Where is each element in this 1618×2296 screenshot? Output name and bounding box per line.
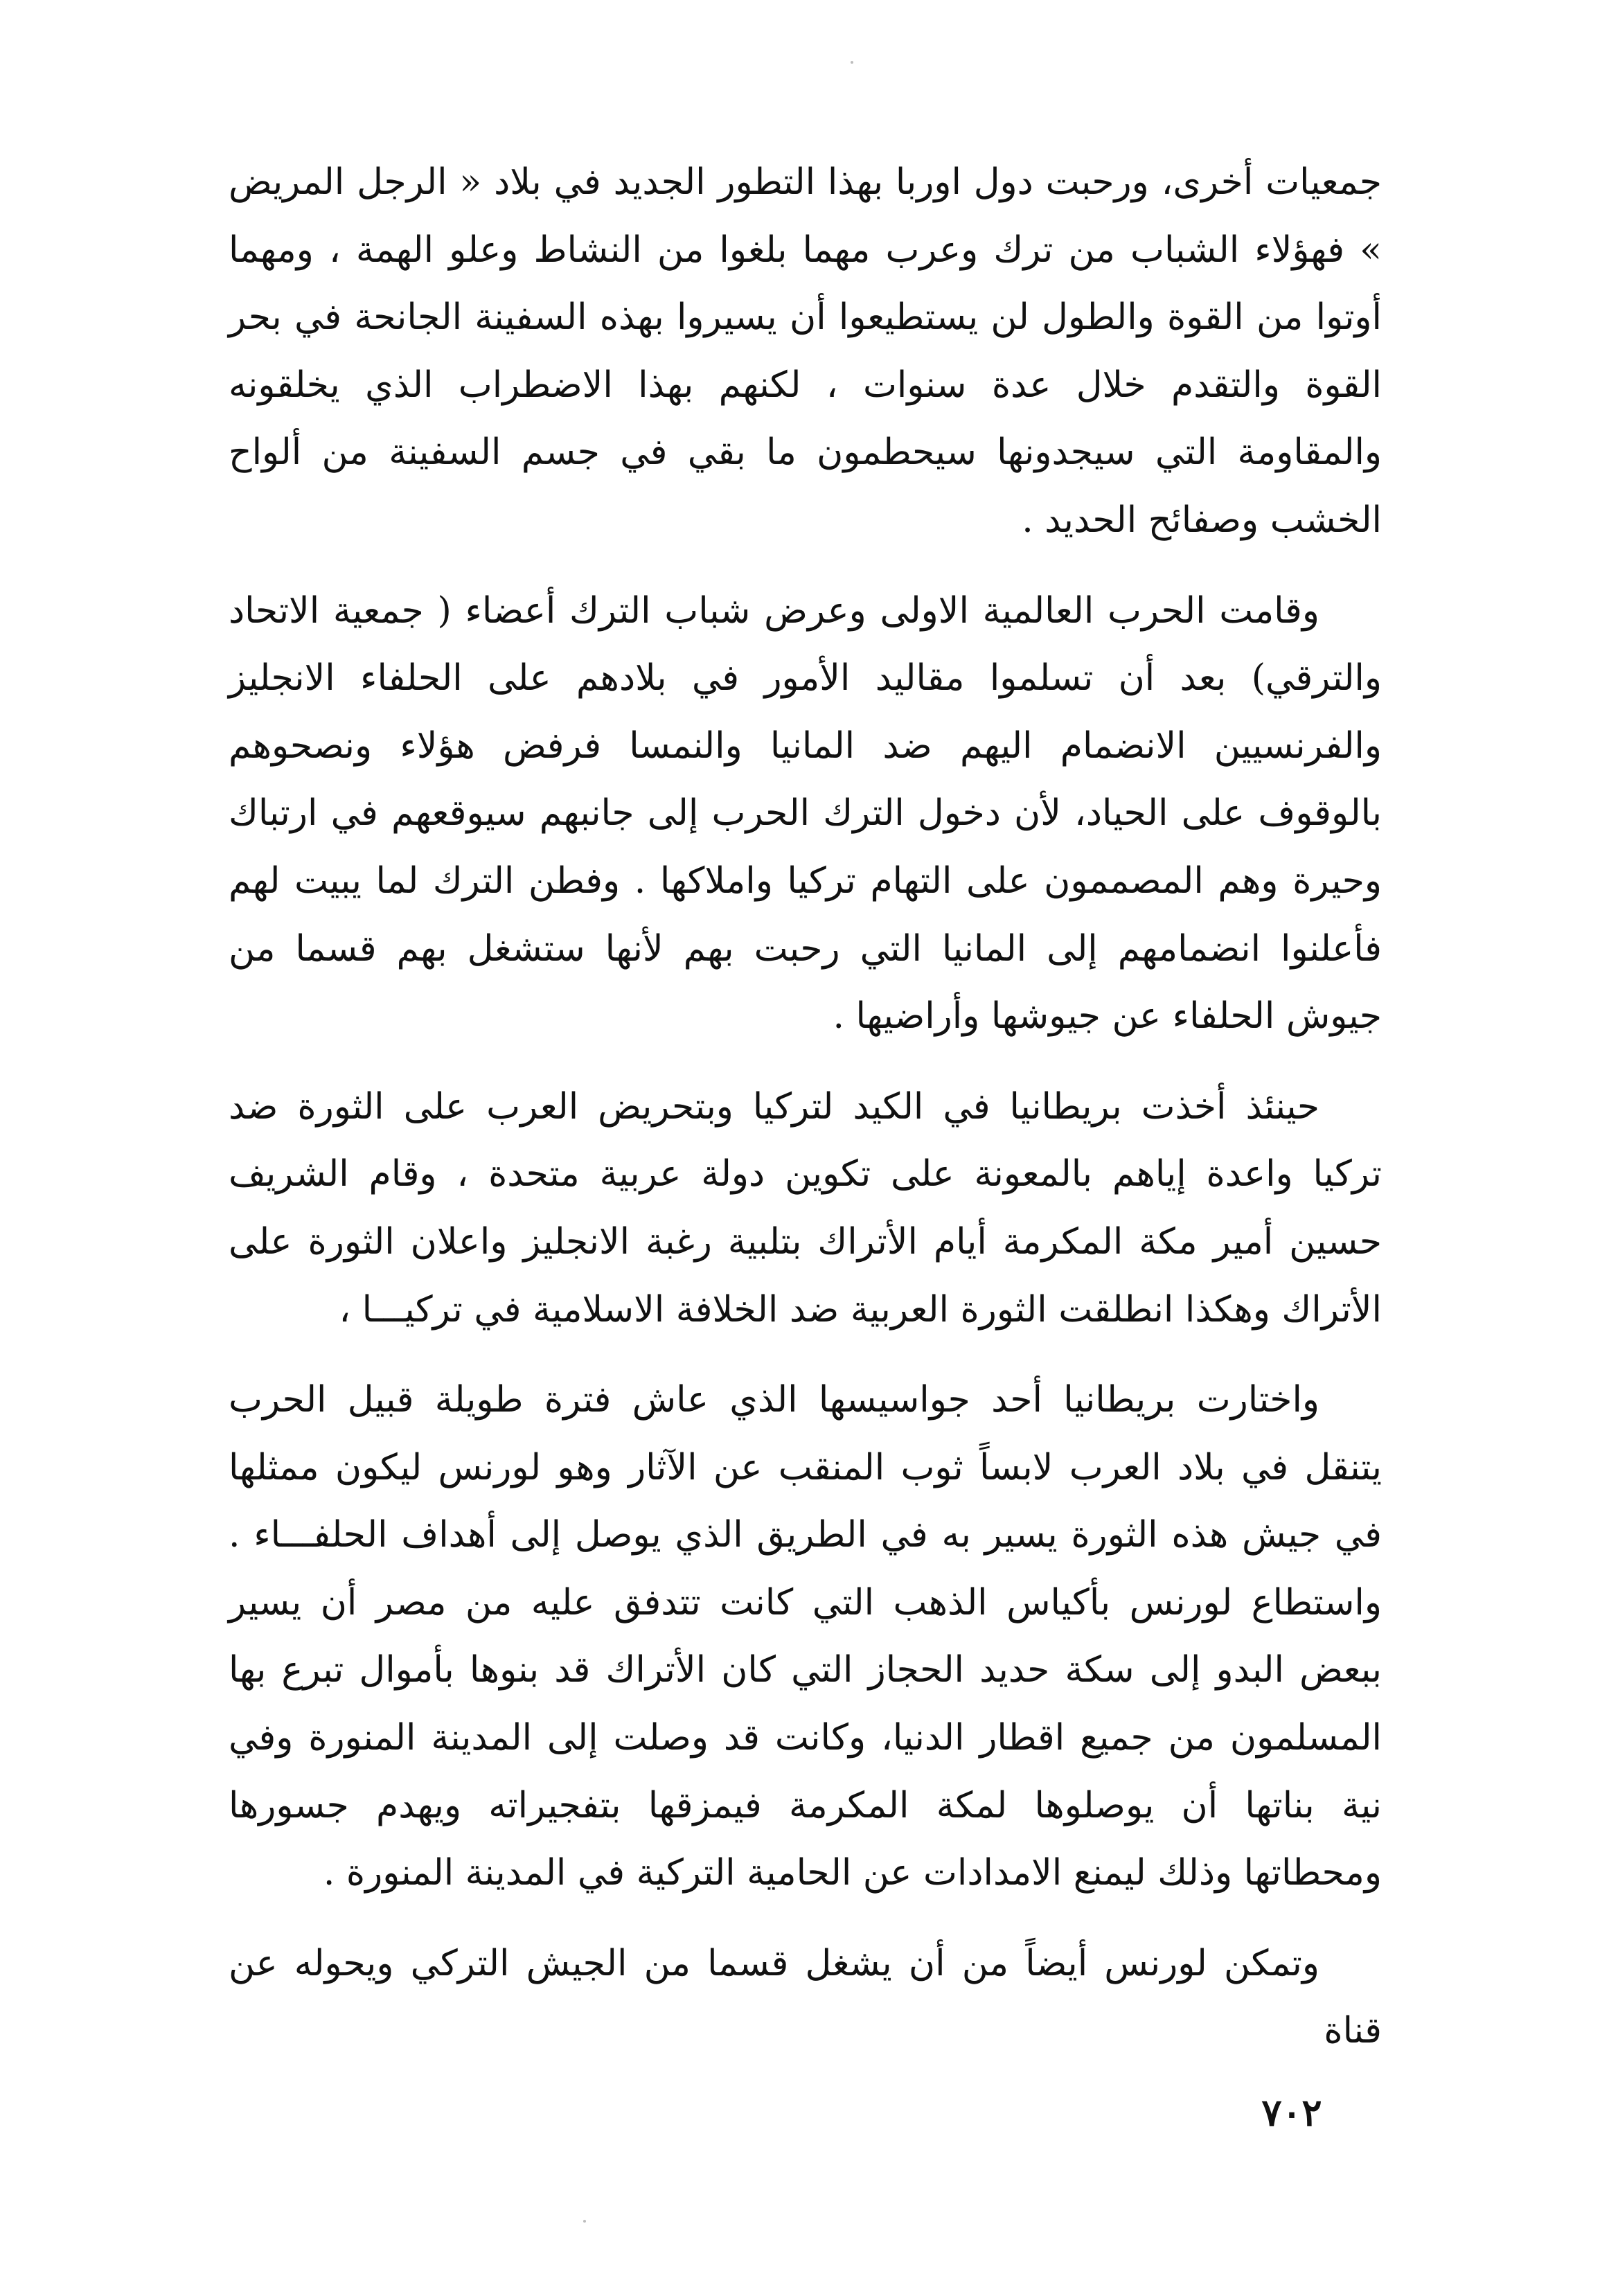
page-number: ٧٠٢ <box>1261 2090 1322 2135</box>
scan-speck <box>851 61 853 64</box>
scan-speck <box>583 2220 586 2223</box>
paragraph-5: وتمكن لورنس أيضاً من أن يشغل قسما من الجيش التركي ويحوله عن قناة <box>229 1942 1382 2052</box>
paragraph-2: وقامت الحرب العالمية الاولى وعرض شباب الترك أعضاء ( جمعية الاتحاد والترقي) بعد أن تسلموا مقاليد الأمور في بلادهم على الحلفاء الانجليز والفرنسيين الانضمام اليهم ضد المانيا والنمسا فرفض هؤلاء ونصحوهم بالوقوف على الحياد، لأن دخول الترك الحرب إلى جانبهم سيوقعهم في ارتباك وحيرة وهم المصممون على التهام تركيا واملاكها . وفطن الترك لما يبيت لهم فأعلنوا انضمامهم إلى المانيا التي رحبت بهم لأنها ستشغل بهم قسما من جيوش الحلفاء عن جيوشها وأراضيها . <box>229 589 1382 1038</box>
paragraph-4: واختارت بريطانيا أحد جواسيسها الذي عاش فترة طويلة قبيل الحرب يتنقل في بلاد العرب لابساً ثوب المنقب عن الآثار وهو لورنس ليكون ممثلها في جيش هذه الثورة يسير به في الطريق الذي يوصل إلى أهداف الحلفـــاء . واستطاع لورنس بأكياس الذهب التي كانت تتدفق عليه من مصر أن يسير ببعض البدو إلى سكة حديد الحجاز التي كان الأتراك قد بنوها بأموال تبرع بها المسلمون من جميع اقطار الدنيا، وكانت قد وصلت إلى المدينة المنورة وفي نية بناتها أن يوصلوها لمكة المكرمة فيمزقها بتفجيراته ويهدم جسورها ومحطاتها وذلك ليمنع الامدادات عن الحامية التركية في المدينة المنورة . <box>229 1379 1382 1894</box>
body-text <box>229 149 1382 2088</box>
paragraph-1: جمعيات أخرى، ورحبت دول اوربا بهذا التطور الجديد في بلاد « الرجل المريض » فهؤلاء الشباب من ترك وعرب مهما بلغوا من النشاط وعلو الهمة ، ومهما أوتوا من القوة والطول لن يستطيعوا أن يسيروا بهذه السفينة الجانحة في بحر القوة والتقدم خلال عدة سنوات ، لكنهم بهذا الاضطراب الذي يخلقونه والمقاومة التي سيجدونها سيحطمون ما بقي في جسم السفينة من ألواح الخشب وصفائح الحديد . <box>229 161 1382 541</box>
paragraph-3: حينئذ أخذت بريطانيا في الكيد لتركيا وبتحريض العرب على الثورة ضد تركيا واعدة إياهم بالمعونة على تكوين دولة عربية متحدة ، وقام الشريف حسين أمير مكة المكرمة أيام الأتراك بتلبية رغبة الانجليز واعلان الثورة على الأتراك وهكذا انطلقت الثورة العربية ضد الخلافة الاسلامية في تركيـــا ، <box>229 1085 1382 1331</box>
